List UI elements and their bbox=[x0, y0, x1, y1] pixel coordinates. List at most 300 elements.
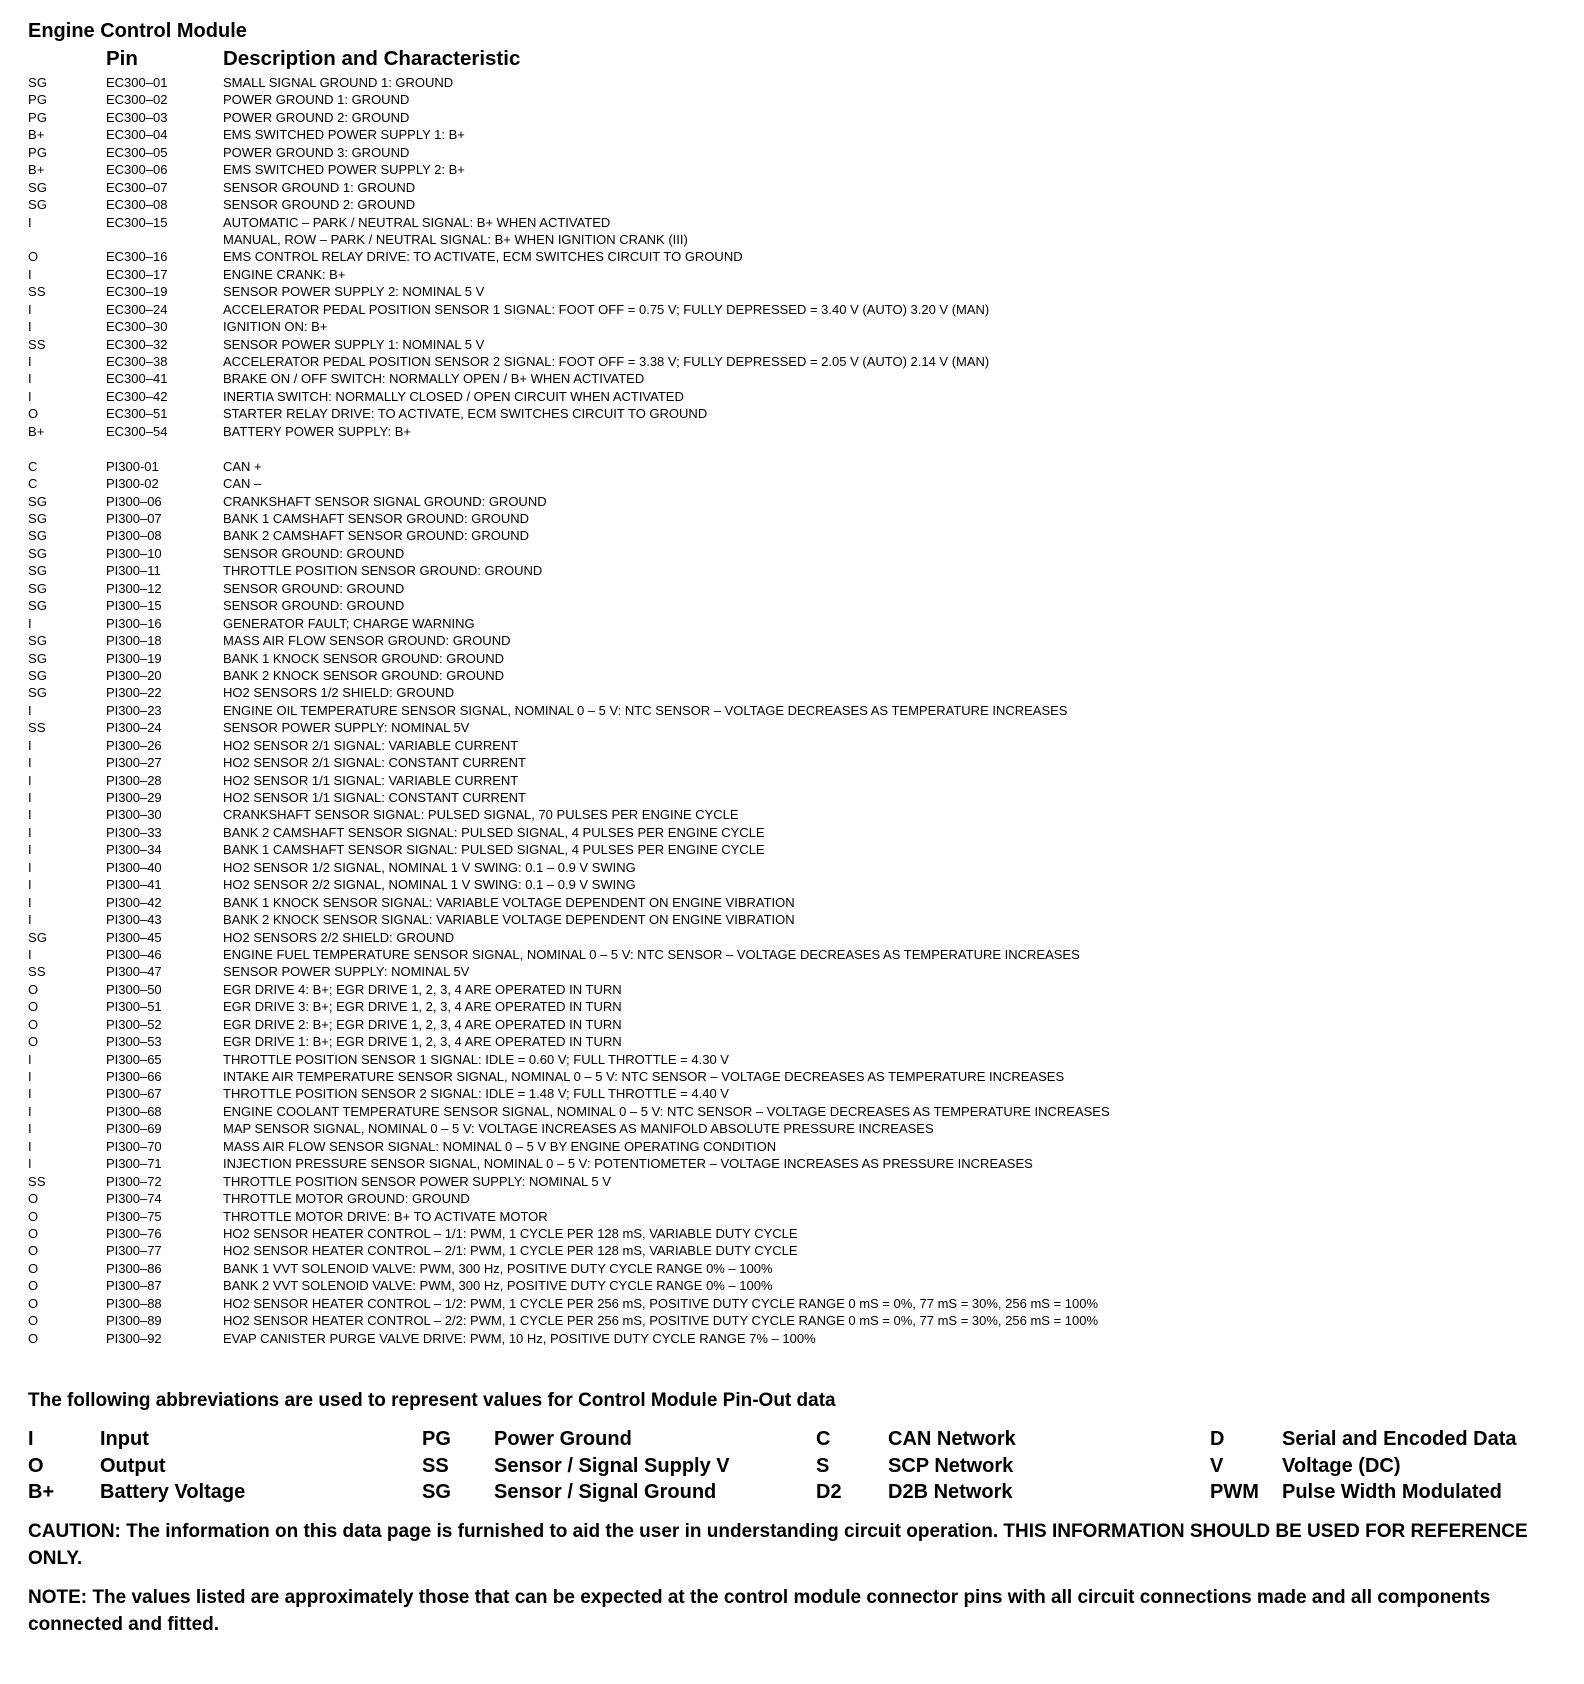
pin-id: PI300–51 bbox=[106, 999, 162, 1015]
pin-row bbox=[28, 109, 1568, 126]
abbreviation-code: B+ bbox=[28, 1481, 55, 1503]
pin-id: PI300–77 bbox=[106, 1243, 162, 1259]
pin-row bbox=[28, 1277, 1568, 1294]
pin-row bbox=[28, 545, 1568, 562]
pin-row bbox=[28, 458, 1568, 475]
pin-description: BANK 2 CAMSHAFT SENSOR SIGNAL: PULSED SIGNAL, 4 PULSES PER ENGINE CYCLE bbox=[223, 824, 765, 840]
abbreviation-meaning: Pulse Width Modulated bbox=[1282, 1481, 1502, 1503]
pin-row bbox=[28, 876, 1568, 893]
pin-row bbox=[28, 772, 1568, 789]
pin-id: PI300–06 bbox=[106, 493, 162, 509]
pin-description: HO2 SENSORS 1/2 SHIELD: GROUND bbox=[223, 685, 455, 701]
pin-id: EC300–30 bbox=[106, 319, 168, 335]
pin-row bbox=[28, 998, 1568, 1015]
pin-id: PI300–18 bbox=[106, 633, 162, 649]
document-page bbox=[28, 18, 1568, 1638]
pin-row bbox=[28, 161, 1568, 178]
pin-type: I bbox=[28, 615, 32, 631]
pin-type: I bbox=[28, 354, 32, 369]
pin-id: EC300–04 bbox=[106, 127, 168, 143]
pin-description: SMALL SIGNAL GROUND 1: GROUND bbox=[223, 75, 454, 90]
pin-type: SS bbox=[28, 720, 46, 736]
pin-id: PI300–16 bbox=[106, 615, 162, 631]
pin-description: INTAKE AIR TEMPERATURE SENSOR SIGNAL, NOMINAL 0 – 5 V: NTC SENSOR – VOLTAGE DECREASES AS TEMPERATURE INCREASES bbox=[223, 1069, 1065, 1084]
pin-description: EGR DRIVE 4: B+; EGR DRIVE 1, 2, 3, 4 ARE OPERATED IN TURN bbox=[223, 981, 622, 997]
pin-id: EC300–51 bbox=[106, 406, 168, 422]
pin-type: SS bbox=[28, 964, 46, 980]
pin-type: SS bbox=[28, 336, 46, 352]
pin-type: I bbox=[28, 772, 32, 788]
abbreviation-meaning: Sensor / Signal Supply V bbox=[494, 1454, 730, 1477]
pin-row bbox=[28, 1225, 1568, 1242]
pin-description: HO2 SENSORS 2/2 SHIELD: GROUND bbox=[223, 929, 455, 945]
pin-row bbox=[28, 1033, 1568, 1050]
pin-row bbox=[28, 1103, 1568, 1120]
pin-row bbox=[28, 283, 1568, 300]
pin-row bbox=[28, 510, 1568, 527]
pin-description: POWER GROUND 1: GROUND bbox=[223, 92, 410, 108]
pin-id: PI300–88 bbox=[106, 1295, 162, 1311]
pin-row bbox=[28, 405, 1568, 422]
abbreviations-legend bbox=[28, 1426, 1568, 1506]
pin-type: O bbox=[28, 981, 39, 997]
pin-row bbox=[28, 336, 1568, 353]
pin-row bbox=[28, 248, 1568, 265]
pin-row bbox=[28, 946, 1568, 963]
pin-row bbox=[28, 562, 1568, 579]
pin-id: EC300–16 bbox=[106, 249, 168, 265]
pin-description: BANK 1 CAMSHAFT SENSOR GROUND: GROUND bbox=[223, 511, 530, 526]
pin-row bbox=[28, 806, 1568, 823]
pin-id: PI300–92 bbox=[106, 1330, 162, 1346]
pin-description: BANK 2 VVT SOLENOID VALVE: PWM, 300 Hz, POSITIVE DUTY CYCLE RANGE 0% – 100% bbox=[223, 1278, 773, 1294]
pin-type: O bbox=[28, 1260, 39, 1276]
pin-id: EC300–42 bbox=[106, 388, 168, 404]
pin-id: PI300–71 bbox=[106, 1156, 162, 1172]
pin-description: MASS AIR FLOW SENSOR SIGNAL: NOMINAL 0 – 5 V BY ENGINE OPERATING CONDITION bbox=[223, 1138, 777, 1154]
pin-id: EC300–17 bbox=[106, 266, 168, 282]
pin-row bbox=[28, 859, 1568, 876]
pin-type: I bbox=[28, 266, 32, 282]
pin-description: BANK 1 KNOCK SENSOR SIGNAL: VARIABLE VOLTAGE DEPENDENT ON ENGINE VIBRATION bbox=[223, 894, 795, 910]
pin-type: B+ bbox=[28, 127, 45, 143]
pin-description: CAN – bbox=[223, 476, 262, 492]
pin-description: HO2 SENSOR HEATER CONTROL – 2/1: PWM, 1 CYCLE PER 128 mS, VARIABLE DUTY CYCLE bbox=[223, 1243, 798, 1259]
pin-id: PI300-01 bbox=[106, 458, 159, 474]
pin-description: HO2 SENSOR 1/1 SIGNAL: VARIABLE CURRENT bbox=[223, 772, 519, 788]
pin-id: PI300–74 bbox=[106, 1191, 162, 1207]
pin-type: I bbox=[28, 371, 32, 387]
pin-id: PI300–34 bbox=[106, 842, 162, 858]
pin-type: O bbox=[28, 1313, 39, 1329]
pin-description: POWER GROUND 2: GROUND bbox=[223, 109, 410, 125]
pin-type: SG bbox=[28, 598, 48, 614]
pin-id: PI300–20 bbox=[106, 667, 162, 683]
pin-type: O bbox=[28, 1295, 39, 1311]
pin-id: PI300–29 bbox=[106, 790, 162, 805]
pin-row bbox=[28, 650, 1568, 667]
pin-id: PI300–40 bbox=[106, 859, 162, 875]
pin-row bbox=[28, 493, 1568, 510]
pin-row bbox=[28, 1190, 1568, 1207]
pin-type: SG bbox=[28, 197, 48, 213]
pin-column-header: Pin bbox=[106, 47, 138, 70]
pin-row bbox=[28, 789, 1568, 806]
description-column-header: Description and Characteristic bbox=[223, 47, 521, 70]
pin-id: PI300–11 bbox=[106, 563, 161, 579]
pin-description: MAP SENSOR SIGNAL, NOMINAL 0 – 5 V: VOLTAGE INCREASES AS MANIFOLD ABSOLUTE PRESSURE INCREASES bbox=[223, 1121, 934, 1137]
pin-id: EC300–01 bbox=[106, 75, 168, 90]
pin-type: I bbox=[28, 388, 32, 404]
pin-type: I bbox=[28, 824, 32, 840]
abbreviation-code: SG bbox=[422, 1481, 451, 1503]
pin-id: PI300-02 bbox=[106, 476, 159, 492]
pin-description: EVAP CANISTER PURGE VALVE DRIVE: PWM, 10 Hz, POSITIVE DUTY CYCLE RANGE 7% – 100% bbox=[223, 1330, 816, 1346]
pin-type: C bbox=[28, 476, 38, 492]
table-header bbox=[28, 44, 1568, 74]
abbreviation-meaning: Battery Voltage bbox=[100, 1481, 246, 1503]
pin-type: SG bbox=[28, 75, 48, 90]
pin-type: O bbox=[28, 1191, 39, 1207]
caution-text: CAUTION: The information on this data page is furnished to aid the user in understanding circuit operation. THIS INFORMATION SHOULD BE USED FOR REFERENCE ONLY. bbox=[28, 1520, 1528, 1569]
pin-row bbox=[28, 1138, 1568, 1155]
pin-description: ENGINE FUEL TEMPERATURE SENSOR SIGNAL, NOMINAL 0 – 5 V: NTC SENSOR – VOLTAGE DECREASES AS TEMPERATURE INCREASES bbox=[223, 946, 1080, 962]
pi300-pin-table bbox=[28, 458, 1568, 1347]
pin-row bbox=[28, 266, 1568, 283]
pin-id: PI300–28 bbox=[106, 772, 162, 788]
pin-type: I bbox=[28, 1069, 32, 1084]
abbreviation-code: O bbox=[28, 1454, 44, 1477]
pin-description: THROTTLE POSITION SENSOR POWER SUPPLY: NOMINAL 5 V bbox=[223, 1173, 611, 1189]
pin-description: THROTTLE POSITION SENSOR 1 SIGNAL: IDLE = 0.60 V; FULL THROTTLE = 4.30 V bbox=[223, 1051, 729, 1067]
pin-id bbox=[106, 231, 223, 248]
pin-type: SG bbox=[28, 528, 48, 544]
pin-type: PG bbox=[28, 92, 48, 108]
pin-row bbox=[28, 1260, 1568, 1277]
pin-id: PI300–75 bbox=[106, 1208, 162, 1224]
pin-id: PI300–66 bbox=[106, 1069, 162, 1084]
abbreviation-code: D bbox=[1210, 1428, 1225, 1450]
pin-description: THROTTLE POSITION SENSOR 2 SIGNAL: IDLE = 1.48 V; FULL THROTTLE = 4.40 V bbox=[223, 1086, 729, 1102]
pin-description: SENSOR GROUND: GROUND bbox=[223, 580, 405, 596]
document-title: Engine Control Module bbox=[28, 20, 247, 42]
pin-row bbox=[28, 527, 1568, 544]
pin-id: PI300–07 bbox=[106, 511, 162, 526]
pin-id: PI300–86 bbox=[106, 1260, 162, 1276]
pin-row bbox=[28, 702, 1568, 719]
ec300-pin-table bbox=[28, 74, 1568, 440]
pin-description: SENSOR GROUND: GROUND bbox=[223, 545, 405, 561]
pin-id: PI300–43 bbox=[106, 912, 162, 928]
pin-description: BANK 1 VVT SOLENOID VALVE: PWM, 300 Hz, POSITIVE DUTY CYCLE RANGE 0% – 100% bbox=[223, 1260, 773, 1276]
abbreviation-meaning: Input bbox=[100, 1428, 149, 1450]
pin-id: PI300–65 bbox=[106, 1051, 162, 1067]
pin-type: I bbox=[28, 807, 32, 823]
pin-type: SG bbox=[28, 650, 48, 666]
pin-id: PI300–69 bbox=[106, 1121, 162, 1137]
pin-id: EC300–03 bbox=[106, 109, 168, 125]
pin-row bbox=[28, 963, 1568, 980]
pin-description: HO2 SENSOR 2/1 SIGNAL: VARIABLE CURRENT bbox=[223, 737, 519, 753]
pin-id: EC300–24 bbox=[106, 301, 168, 317]
pin-row bbox=[28, 667, 1568, 684]
pin-type: PG bbox=[28, 144, 48, 160]
pin-row bbox=[28, 632, 1568, 649]
pin-id: PI300–26 bbox=[106, 737, 162, 753]
pin-description: BANK 1 KNOCK SENSOR GROUND: GROUND bbox=[223, 650, 504, 666]
pin-row bbox=[28, 1051, 1568, 1068]
pin-type: SG bbox=[28, 667, 48, 683]
pin-type: I bbox=[28, 1051, 32, 1067]
pin-description: CAN + bbox=[223, 458, 262, 474]
pin-type: I bbox=[28, 214, 32, 230]
pin-row bbox=[28, 1173, 1568, 1190]
pin-id: EC300–32 bbox=[106, 336, 168, 352]
pin-type: SG bbox=[28, 511, 48, 526]
pin-row bbox=[28, 894, 1568, 911]
pin-id: PI300–22 bbox=[106, 685, 162, 701]
pin-description: EGR DRIVE 3: B+; EGR DRIVE 1, 2, 3, 4 ARE OPERATED IN TURN bbox=[223, 999, 622, 1015]
pin-description: CRANKSHAFT SENSOR SIGNAL GROUND: GROUND bbox=[223, 493, 547, 509]
pin-type bbox=[28, 231, 106, 248]
pin-type: PG bbox=[28, 109, 48, 125]
pin-type: I bbox=[28, 1086, 32, 1102]
pin-row bbox=[28, 1085, 1568, 1102]
pin-description: SENSOR POWER SUPPLY 2: NOMINAL 5 V bbox=[223, 284, 485, 300]
pin-id: EC300–41 bbox=[106, 371, 168, 387]
pin-description: ACCELERATOR PEDAL POSITION SENSOR 2 SIGNAL: FOOT OFF = 3.38 V; FULLY DEPRESSED = 2.05 V (AUTO) 2.14 V (MAN) bbox=[223, 354, 990, 369]
pin-id: PI300–67 bbox=[106, 1086, 162, 1102]
pin-id: EC300–05 bbox=[106, 144, 168, 160]
pin-type: O bbox=[28, 1208, 39, 1224]
pin-id: PI300–33 bbox=[106, 824, 162, 840]
pin-description: HO2 SENSOR 2/2 SIGNAL, NOMINAL 1 V SWING: 0.1 – 0.9 V SWING bbox=[223, 877, 636, 893]
pin-type: SG bbox=[28, 179, 48, 195]
pin-type: SG bbox=[28, 545, 48, 561]
pin-row bbox=[28, 423, 1568, 440]
pin-row bbox=[28, 196, 1568, 213]
pin-type: I bbox=[28, 842, 32, 858]
pin-type: B+ bbox=[28, 423, 45, 439]
pin-id: PI300–50 bbox=[106, 981, 162, 997]
pin-description: HO2 SENSOR 1/2 SIGNAL, NOMINAL 1 V SWING: 0.1 – 0.9 V SWING bbox=[223, 859, 636, 875]
abbreviation-code: PG bbox=[422, 1428, 451, 1450]
pin-type: SG bbox=[28, 580, 48, 596]
pin-row bbox=[28, 929, 1568, 946]
pin-type: I bbox=[28, 946, 32, 962]
pin-row bbox=[28, 91, 1568, 108]
pin-type: I bbox=[28, 859, 32, 875]
pin-row bbox=[28, 1016, 1568, 1033]
pin-type: I bbox=[28, 755, 32, 771]
pin-description: SENSOR GROUND: GROUND bbox=[223, 598, 405, 614]
pin-type: I bbox=[28, 877, 32, 893]
pin-id: PI300–08 bbox=[106, 528, 162, 544]
pin-description: HO2 SENSOR 1/1 SIGNAL: CONSTANT CURRENT bbox=[223, 790, 526, 805]
pin-row bbox=[28, 911, 1568, 928]
pin-id: PI300–47 bbox=[106, 964, 162, 980]
abbreviations-title: The following abbreviations are used to represent values for Control Module Pin-Out data bbox=[28, 1390, 836, 1411]
pin-description: POWER GROUND 3: GROUND bbox=[223, 144, 410, 160]
pin-type: SS bbox=[28, 284, 46, 300]
pin-description: MASS AIR FLOW SENSOR GROUND: GROUND bbox=[223, 633, 511, 649]
pin-description: THROTTLE POSITION SENSOR GROUND: GROUND bbox=[223, 563, 543, 579]
pin-type: O bbox=[28, 1016, 39, 1032]
pin-id: PI300–19 bbox=[106, 650, 162, 666]
pin-id: PI300–12 bbox=[106, 580, 162, 596]
pin-row bbox=[28, 370, 1568, 387]
pin-id: EC300–54 bbox=[106, 423, 168, 439]
pin-type: I bbox=[28, 737, 32, 753]
pin-id: PI300–45 bbox=[106, 929, 162, 945]
abbreviation-code: V bbox=[1210, 1454, 1224, 1477]
abbreviation-code: S bbox=[816, 1454, 830, 1477]
pin-type: O bbox=[28, 1243, 39, 1259]
pin-type: O bbox=[28, 1330, 39, 1346]
pin-row bbox=[28, 841, 1568, 858]
pin-row bbox=[28, 615, 1568, 632]
pin-description: BATTERY POWER SUPPLY: B+ bbox=[223, 423, 411, 439]
abbreviation-meaning: Voltage (DC) bbox=[1282, 1454, 1401, 1477]
pin-description: ACCELERATOR PEDAL POSITION SENSOR 1 SIGNAL: FOOT OFF = 0.75 V; FULLY DEPRESSED = 3.40 V (AUTO) 3.20 V (MAN) bbox=[223, 301, 990, 317]
pin-type: SG bbox=[28, 929, 48, 945]
pin-description: HO2 SENSOR HEATER CONTROL – 1/2: PWM, 1 CYCLE PER 256 mS, POSITIVE DUTY CYCLE RANGE 0 mS = 0%, 77 mS = 30%, 256 mS = 100% bbox=[223, 1295, 1099, 1311]
pin-type: I bbox=[28, 1138, 32, 1154]
pin-row bbox=[28, 231, 1568, 248]
pin-row bbox=[28, 1295, 1568, 1312]
abbreviation-code: D2 bbox=[816, 1481, 842, 1503]
pin-description: SENSOR GROUND 2: GROUND bbox=[223, 197, 416, 213]
pin-id: EC300–08 bbox=[106, 197, 168, 213]
pin-id: PI300–10 bbox=[106, 545, 162, 561]
pin-id: PI300–52 bbox=[106, 1016, 162, 1032]
abbreviation-meaning: CAN Network bbox=[888, 1428, 1016, 1450]
abbreviation-code: I bbox=[28, 1428, 34, 1450]
pin-row bbox=[28, 74, 1568, 91]
pin-type: SS bbox=[28, 1173, 46, 1189]
pin-id: PI300–30 bbox=[106, 807, 162, 823]
pin-row bbox=[28, 719, 1568, 736]
pin-type: SG bbox=[28, 493, 48, 509]
pin-type: O bbox=[28, 1225, 39, 1241]
pin-row bbox=[28, 1155, 1568, 1172]
pin-row bbox=[28, 597, 1568, 614]
pin-row bbox=[28, 1068, 1568, 1085]
abbreviation-meaning: SCP Network bbox=[888, 1454, 1014, 1477]
pin-description: AUTOMATIC – PARK / NEUTRAL SIGNAL: B+ WHEN ACTIVATED bbox=[223, 214, 611, 230]
pin-row bbox=[28, 144, 1568, 161]
pin-id: EC300–38 bbox=[106, 354, 168, 369]
section-spacer bbox=[28, 440, 1568, 458]
pin-type: O bbox=[28, 1278, 39, 1294]
pin-id: EC300–15 bbox=[106, 214, 168, 230]
pin-description: BANK 2 CAMSHAFT SENSOR GROUND: GROUND bbox=[223, 528, 530, 544]
pin-description: BRAKE ON / OFF SWITCH: NORMALLY OPEN / B+ WHEN ACTIVATED bbox=[223, 371, 645, 387]
pin-id: PI300–76 bbox=[106, 1225, 162, 1241]
pin-id: PI300–87 bbox=[106, 1278, 162, 1294]
pin-type: I bbox=[28, 1103, 32, 1119]
pin-row bbox=[28, 1242, 1568, 1259]
abbreviation-code: C bbox=[816, 1428, 831, 1450]
pin-type: I bbox=[28, 912, 32, 928]
pin-id: PI300–27 bbox=[106, 755, 162, 771]
pin-description: HO2 SENSOR HEATER CONTROL – 1/1: PWM, 1 CYCLE PER 128 mS, VARIABLE DUTY CYCLE bbox=[223, 1225, 798, 1241]
pin-row bbox=[28, 1312, 1568, 1329]
pin-description: BANK 2 KNOCK SENSOR GROUND: GROUND bbox=[223, 667, 504, 683]
pin-row bbox=[28, 824, 1568, 841]
pin-type: O bbox=[28, 999, 39, 1015]
abbreviation-meaning: Sensor / Signal Ground bbox=[494, 1481, 717, 1503]
pin-description: CRANKSHAFT SENSOR SIGNAL: PULSED SIGNAL, 70 PULSES PER ENGINE CYCLE bbox=[223, 807, 739, 823]
pin-description: HO2 SENSOR 2/1 SIGNAL: CONSTANT CURRENT bbox=[223, 755, 526, 771]
pin-description: IGNITION ON: B+ bbox=[223, 319, 328, 335]
pin-description: SENSOR POWER SUPPLY 1: NOMINAL 5 V bbox=[223, 336, 485, 352]
pin-description: EGR DRIVE 2: B+; EGR DRIVE 1, 2, 3, 4 ARE OPERATED IN TURN bbox=[223, 1016, 622, 1032]
pin-description: SENSOR POWER SUPPLY: NOMINAL 5V bbox=[223, 720, 470, 736]
pin-row bbox=[28, 737, 1568, 754]
pin-id: PI300–41 bbox=[106, 877, 162, 893]
pin-id: EC300–19 bbox=[106, 284, 168, 300]
pin-description: EGR DRIVE 1: B+; EGR DRIVE 1, 2, 3, 4 ARE OPERATED IN TURN bbox=[223, 1034, 622, 1050]
pin-type: I bbox=[28, 1156, 32, 1172]
pin-row bbox=[28, 580, 1568, 597]
pin-row bbox=[28, 684, 1568, 701]
pin-type: O bbox=[28, 249, 39, 265]
pin-description: THROTTLE MOTOR GROUND: GROUND bbox=[223, 1191, 470, 1207]
pin-id: EC300–06 bbox=[106, 162, 168, 178]
pin-row bbox=[28, 475, 1568, 492]
abbreviation-code: SS bbox=[422, 1454, 449, 1477]
pin-type: O bbox=[28, 406, 39, 422]
pin-description: SENSOR POWER SUPPLY: NOMINAL 5V bbox=[223, 964, 470, 980]
pin-row bbox=[28, 754, 1568, 771]
pin-type: I bbox=[28, 319, 32, 335]
pin-row bbox=[28, 1208, 1568, 1225]
pin-id: EC300–07 bbox=[106, 179, 168, 195]
type-column-header bbox=[28, 44, 106, 74]
abbreviation-code: PWM bbox=[1210, 1481, 1259, 1503]
pin-description: HO2 SENSOR HEATER CONTROL – 2/2: PWM, 1 CYCLE PER 256 mS, POSITIVE DUTY CYCLE RANGE 0 mS = 0%, 77 mS = 30%, 256 mS = 100% bbox=[223, 1313, 1099, 1329]
note-text: NOTE: The values listed are approximately those that can be expected at the control module connector pins with all circuit connections made and all components connected and fitted. bbox=[28, 1586, 1491, 1635]
pin-description: EMS SWITCHED POWER SUPPLY 1: B+ bbox=[223, 127, 465, 143]
pin-type: O bbox=[28, 1034, 39, 1050]
pin-description: ENGINE COOLANT TEMPERATURE SENSOR SIGNAL, NOMINAL 0 – 5 V: NTC SENSOR – VOLTAGE DECREASES AS TEMPERATURE INCREASES bbox=[223, 1103, 1110, 1119]
pin-row bbox=[28, 388, 1568, 405]
pin-id: PI300–46 bbox=[106, 946, 162, 962]
pin-type: SG bbox=[28, 563, 48, 579]
pin-row bbox=[28, 353, 1568, 370]
pin-id: PI300–42 bbox=[106, 894, 162, 910]
pin-id: PI300–53 bbox=[106, 1034, 162, 1050]
pin-row bbox=[28, 981, 1568, 998]
pin-row bbox=[28, 1330, 1568, 1347]
pin-row bbox=[28, 126, 1568, 143]
pin-description: INERTIA SWITCH: NORMALLY CLOSED / OPEN CIRCUIT WHEN ACTIVATED bbox=[223, 388, 684, 404]
pin-row bbox=[28, 179, 1568, 196]
pin-id: PI300–23 bbox=[106, 702, 162, 718]
pin-type: I bbox=[28, 790, 32, 805]
pin-row bbox=[28, 318, 1568, 335]
abbreviation-meaning: Serial and Encoded Data bbox=[1282, 1428, 1517, 1450]
pin-description: THROTTLE MOTOR DRIVE: B+ TO ACTIVATE MOTOR bbox=[223, 1208, 548, 1224]
pin-description: SENSOR GROUND 1: GROUND bbox=[223, 179, 416, 195]
abbreviation-meaning: D2B Network bbox=[888, 1481, 1013, 1503]
pin-id: PI300–89 bbox=[106, 1313, 162, 1329]
pin-description: INJECTION PRESSURE SENSOR SIGNAL, NOMINAL 0 – 5 V: POTENTIOMETER – VOLTAGE INCREASES AS PRESSURE INCREASES bbox=[223, 1156, 1033, 1172]
pin-id: PI300–24 bbox=[106, 720, 162, 736]
pin-description: BANK 2 KNOCK SENSOR SIGNAL: VARIABLE VOLTAGE DEPENDENT ON ENGINE VIBRATION bbox=[223, 912, 795, 928]
pin-type: C bbox=[28, 458, 38, 474]
